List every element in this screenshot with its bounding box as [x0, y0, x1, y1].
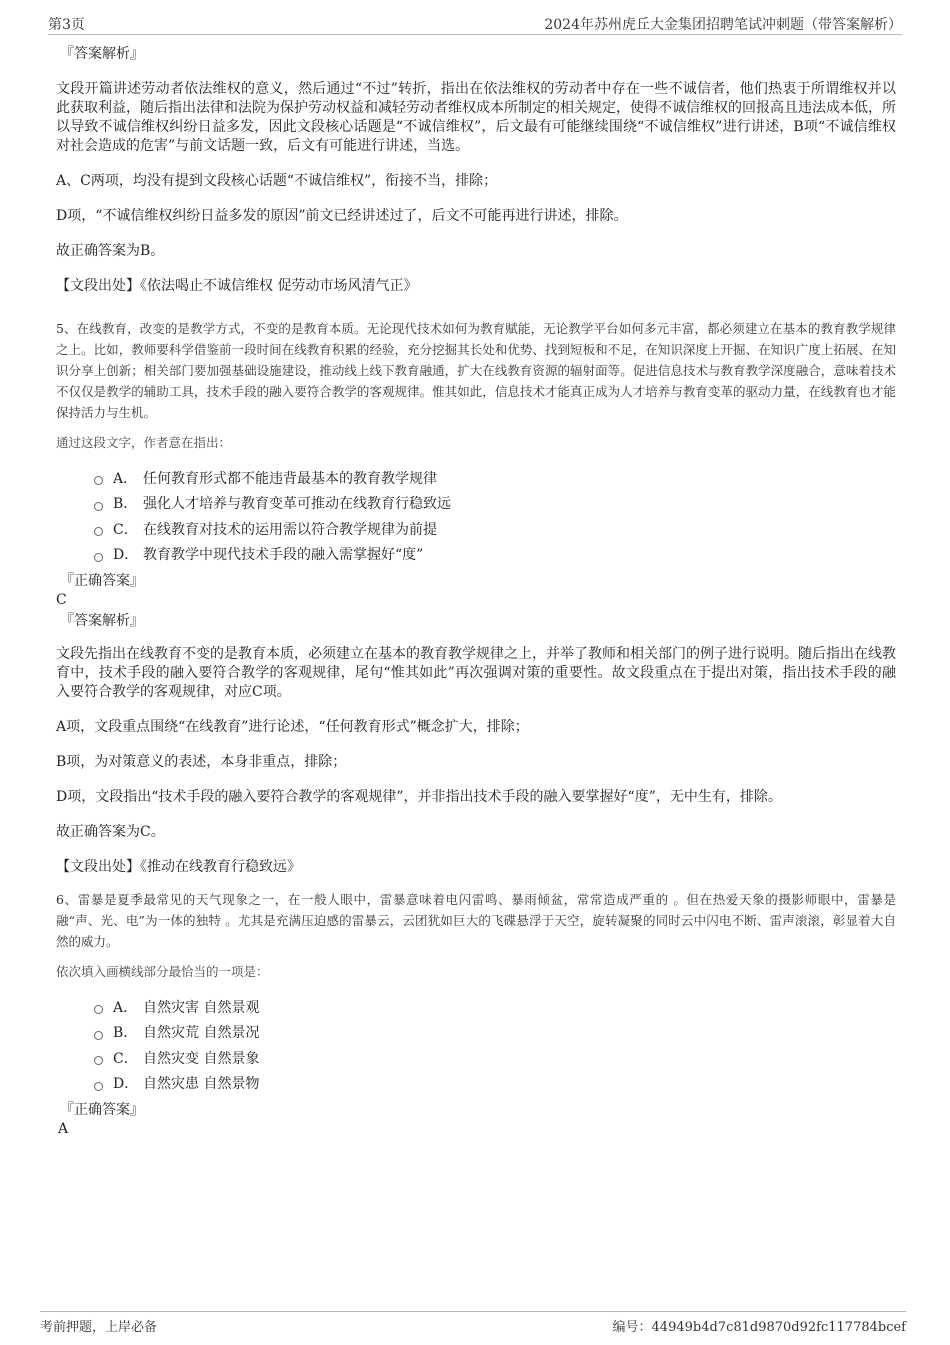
q5-answer-label: 『正确答案』 [60, 573, 144, 589]
q4-analysis-d: D项，“不诚信维权纠纷日益多发的原因”前文已经讲述过了，后文不可能再进行讲述，排除。 [56, 208, 628, 224]
q4-final-answer: 故正确答案为B。 [56, 243, 165, 259]
option-text: 强化人才培养与教育变革可推动在线教育行稳致远 [143, 496, 451, 513]
option-letter: D． [113, 1076, 139, 1093]
q5-source: 【文段出处】《推动在线教育行稳致远》 [56, 859, 301, 875]
page-footer [40, 1311, 906, 1338]
q6-option-c[interactable] [94, 1045, 896, 1071]
q5-option-c[interactable] [94, 516, 896, 542]
page-header [48, 12, 902, 35]
q6-stem: 6、雷暴是夏季最常见的天气现象之一，在一般人眼中，雷暴意味着电闪雷鸣、暴雨倾盆，常常造成严重的 。但在热爱天象的摄影师眼中，雷暴是融“声、光、电”为一体的独特 。尤其是充满压迫感的雷暴云，云团犹如巨大的飞碟悬浮于天空，旋转凝聚的同时云中闪电不断、雷声滚滚，彰显着大自然的威力。 [56, 892, 896, 949]
option-letter: C． [113, 1050, 138, 1067]
option-letter: A． [113, 999, 138, 1016]
q6-option-a[interactable] [94, 994, 896, 1020]
q5-analysis-main: 文段先指出在线教育不变的是教育本质，必须建立在基本的教育教学规律之上，并举了教师和相关部门的例子进行说明。随后指出在线教育中，技术手段的融入要符合教学的客观规律，尾句“惟其如此”再次强调对策的重要性。故文段重点在于提出对策，指出技术手段的融入要符合教学的客观规律，对应C项。 [56, 646, 896, 700]
option-letter: B． [113, 496, 138, 513]
q5-option-d[interactable] [94, 542, 896, 568]
option-text: 教育教学中现代技术手段的融入需掌握好“度” [143, 547, 424, 564]
q6-options [94, 994, 896, 1096]
radio-icon[interactable] [94, 476, 103, 485]
document-title: 2024年苏州虎丘大金集团招聘笔试冲刺题（带答案解析） [544, 17, 902, 33]
radio-icon[interactable] [94, 1031, 103, 1040]
radio-icon[interactable] [94, 502, 103, 511]
option-text: 在线教育对技术的运用需以符合教学规律为前提 [143, 521, 437, 538]
q5-stem: 5、在线教育，改变的是教学方式，不变的是教育本质。无论现代技术如何为教育赋能，无论教学平台如何多元丰富，都必须建立在基本的教育教学规律之上。比如，教师要科学借鉴前一段时间在线教育积累的经验，充分挖掘其长处和优势、找到短板和不足，在知识深度上开掘、在知识广度上拓展、在知识分享上创新；相关部门要加强基础设施建设，推动线上线下教育融通，扩大在线教育资源的辐射面等。促进信息技术与教育教学深度融合，意味着技术不仅仅是教学的辅助工具，技术手段的融入要符合教学的客观规律。惟其如此，信息技术才能真正成为人才培养与教育变革的驱动力量，在线教育也才能保持活力与生机。 [56, 321, 896, 420]
q6-option-b[interactable] [94, 1020, 896, 1046]
option-letter: D． [113, 547, 139, 564]
radio-icon[interactable] [94, 1082, 103, 1091]
option-letter: B． [113, 1025, 138, 1042]
footer-slogan: 考前押题，上岸必备 [40, 1320, 158, 1335]
radio-icon[interactable] [94, 1056, 103, 1065]
q5-analysis-b: B项，为对策意义的表述，本身非重点，排除； [56, 754, 347, 770]
option-text: 自然灾患 自然景物 [143, 1076, 260, 1093]
option-text: 自然灾荒 自然景况 [143, 1025, 260, 1042]
option-letter: A． [113, 470, 138, 487]
document-code: 编号：44949b4d7c81d9870d92fc117784bcef [612, 1320, 906, 1335]
q4-analysis-main: 文段开篇讲述劳动者依法维权的意义，然后通过“不过”转折，指出在依法维权的劳动者中存在一些不诚信者，他们热衷于所谓维权并以此获取利益，随后指出法律和法院为保护劳动权益和减轻劳动者维权成本所制定的相关规定，使得不诚信维权的回报高且违法成本低，所以导致不诚信维权纠纷日益多发，因此文段核心话题是“不诚信维权”，后文最有可能继续围绕“不诚信维权”进行讲述，B项“不诚信维权对社会造成的危害”与前文话题一致，后文有可能进行讲述，当选。 [56, 81, 896, 154]
option-text: 自然灾变 自然景象 [143, 1050, 260, 1067]
q5-prompt: 通过这段文字，作者意在指出： [56, 435, 232, 450]
option-text: 自然灾害 自然景观 [143, 999, 260, 1016]
radio-icon[interactable] [94, 527, 103, 536]
q5-analysis-label: 『答案解析』 [60, 613, 144, 629]
q4-analysis-label: 『答案解析』 [60, 46, 144, 62]
q5-analysis-a: A项，文段重点围绕“在线教育”进行论述，“任何教育形式”概念扩大，排除； [56, 719, 529, 735]
q5-option-a[interactable] [94, 465, 896, 491]
option-text: 任何教育形式都不能违背最基本的教育教学规律 [143, 470, 437, 487]
q5-options [94, 465, 896, 567]
q4-source: 【文段出处】《依法喝止不诚信维权 促劳动市场风清气正》 [56, 278, 418, 294]
q4-analysis-ac: A、C两项，均没有提到文段核心话题“不诚信维权”，衔接不当，排除； [56, 173, 498, 189]
radio-icon[interactable] [94, 553, 103, 562]
q5-final-answer: 故正确答案为C。 [56, 824, 165, 840]
q6-option-d[interactable] [94, 1071, 896, 1097]
q6-prompt: 依次填入画横线部分最恰当的一项是： [56, 964, 269, 979]
q5-answer: C [56, 592, 67, 608]
q5-analysis-d: D项，文段指出“技术手段的融入要符合教学的客观规律”，并非指出技术手段的融入要掌握好“度”，无中生有，排除。 [56, 789, 782, 805]
q6-answer: A [58, 1121, 69, 1137]
option-letter: C． [113, 521, 138, 538]
page-number: 第3页 [48, 17, 85, 33]
document-body [56, 44, 896, 1138]
q5-option-b[interactable] [94, 491, 896, 517]
q6-answer-label: 『正确答案』 [60, 1102, 144, 1118]
radio-icon[interactable] [94, 1005, 103, 1014]
